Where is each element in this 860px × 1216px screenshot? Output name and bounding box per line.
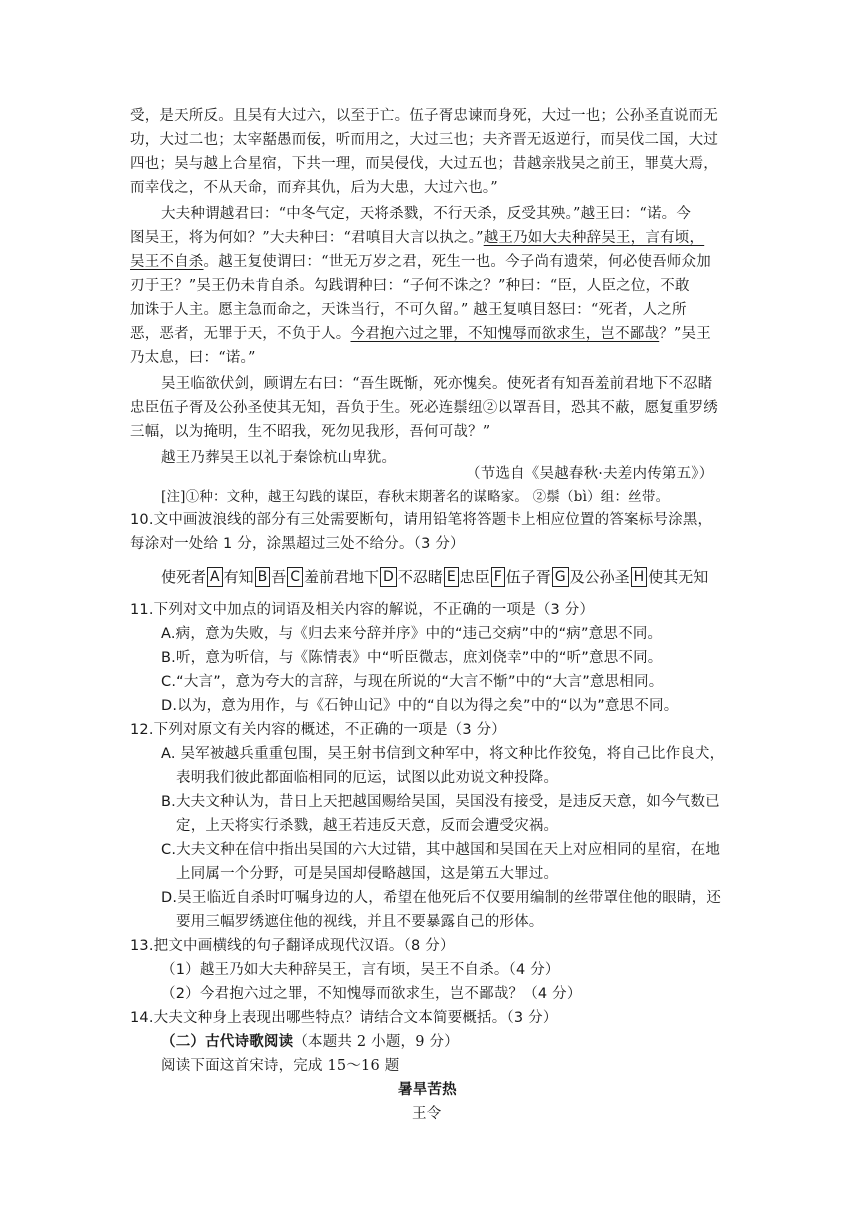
q12-option-a-cont: 表明我们彼此都面临相同的厄运，试图以此劝说文种投降。 <box>176 770 559 786</box>
q10-text: 及公孙圣 <box>569 568 630 586</box>
passage-text: 。越王复使谓曰：“世无万岁之君，死生一也。今子尚有遗荣，何必使吾师众加 <box>203 254 711 270</box>
passage-line: 乃太息，曰：“诺。” <box>130 350 256 366</box>
q11-option-a: A.病，意为失败，与《归去来兮辞并序》中的“违己交病”中的“病”意思不同。 <box>161 626 663 642</box>
q10-text: 羞前君地下 <box>304 568 380 586</box>
q10-stem: 每涂对一处给 1 分，涂黑超过三处不给分。（3 分） <box>130 536 465 552</box>
q13-stem: 13.把文中画横线的句子翻译成现代汉语。（8 分） <box>130 938 455 954</box>
q13-item-1: （1）越王乃如大夫种辞吴王，言有顷，吴王不自杀。（4 分） <box>161 962 560 978</box>
passage-line: 吴王临欲伏剑，顾谓左右曰：“吾生既惭，死亦愧矣。使死者有知吾羞前君地下不忍睹 <box>161 376 713 392</box>
q10-box-f[interactable]: F <box>491 567 505 587</box>
q10-text: 使其无知 <box>648 568 709 586</box>
passage-line: 加诛于人主。愿主急而命之，天诛当行，不可久留。” 越王复嗔目怒曰：“死者，人之所 <box>130 302 687 318</box>
q10-box-h[interactable]: H <box>631 567 648 587</box>
q10-box-c[interactable]: C <box>287 567 303 587</box>
q10-box-a[interactable]: A <box>207 567 223 587</box>
q11-stem: 11.下列对文中加点的词语及相关内容的解说，不正确的一项是（3 分） <box>130 602 595 618</box>
section-heading <box>161 1030 459 1054</box>
section-intro: 阅读下面这首宋诗，完成 15～16 题 <box>161 1058 400 1074</box>
section-note: （本题共 2 小题，9 分） <box>293 1034 459 1050</box>
q10-box-g[interactable]: G <box>552 567 569 587</box>
passage-line <box>130 226 704 250</box>
q10-text: 有知 <box>223 568 254 586</box>
section-title: （二）古代诗歌阅读 <box>161 1033 294 1050</box>
passage-line: 刃于王？”吴王仍未肯自杀。勾践谓种曰：“子何不诛之？”种曰：“臣，人臣之位，不敢 <box>130 278 690 294</box>
passage-line: 而幸伐之，不从天命，而弃其仇，后为大患，大过六也。” <box>130 180 498 196</box>
passage-line: 三幅，以为掩明，生不昭我，死勿见我形，吾何可哉？” <box>130 424 491 440</box>
passage-line: 四也；吴与越上合星宿，下共一理，而吴侵伐，大过五也；昔越亲戕吴之前王，罪莫大焉， <box>130 156 718 172</box>
passage-text: 恶，恶者，无罪于天，不负于人。 <box>130 326 351 342</box>
q10-text: 吾 <box>271 568 287 586</box>
passage-line <box>130 250 711 274</box>
q12-stem: 12.下列对原文有关内容的概述，不正确的一项是（3 分） <box>130 722 506 738</box>
passage-line: 受，是天所反。且吴有大过六，以至于亡。伍子胥忠谏而身死，大过一也；公孙圣直说而无 <box>130 108 718 124</box>
q10-box-d[interactable]: D <box>380 567 397 587</box>
q10-box-b[interactable]: B <box>255 567 271 587</box>
q12-option-d-cont: 要用三幅罗绣遮住他的视线，并且不要暴露自己的形体。 <box>176 914 544 930</box>
underlined-sentence-2: 今君抱六过之罪，不知愧辱而欲求生，岂不鄙哉 <box>350 326 660 342</box>
q11-option-d: D.以为，意为用作，与《石钟山记》中的“自以为得之矣”中的“以为”意思不同。 <box>161 698 679 714</box>
poem-author: 王令 <box>412 1106 442 1122</box>
q10-text: 不忍睹 <box>397 568 443 586</box>
passage-line: 忠臣伍子胥及公孙圣使其无知，吾负于生。死必连鬃纽②以罩吾目，恐其不蔽，愿复重罗绣 <box>130 400 718 416</box>
q12-option-c-cont: 上同属一个分野，可是吴国却侵略越国，这是第五大罪过。 <box>176 866 559 882</box>
q11-option-c: C.“大言”，意为夸大的言辞，与现在所说的“大言不惭”中的“大言”意思相同。 <box>161 674 664 690</box>
q14-stem: 14.大夫文种身上表现出哪些特点？请结合文本简要概括。（3 分） <box>130 1010 558 1026</box>
q10-box-e[interactable]: E <box>444 567 459 587</box>
underlined-sentence-1: 越王乃如大夫种辞吴王，言有顷， <box>483 230 705 246</box>
footnote: [注]①种：文种，越王勾践的谋臣，春秋末期著名的谋略家。 ②鬃（bì）组：丝带。 <box>161 489 670 505</box>
passage-line: 功，大过二也；太宰嚭愚而佞，听而用之，大过三也；夫齐晋无返逆行，而吴伐二国，大过 <box>130 132 718 148</box>
q10-text: 伍子胥 <box>505 568 551 586</box>
q13-item-2: （2）今君抱六过之罪，不知愧辱而欲求生，岂不鄙哉？（4 分） <box>161 986 582 1002</box>
q12-option-a: A. 吴军被越兵重重包围，吴王射书信到文种军中，将文种比作狡兔，将自己比作良犬， <box>161 746 725 762</box>
q12-option-b: B.大夫文种认为，昔日上天把越国赐给吴国，吴国没有接受，是违反天意，如今气数已 <box>161 794 720 810</box>
passage-line <box>130 322 711 346</box>
q10-text: 使死者 <box>161 568 207 586</box>
passage-line: 大夫种谓越君曰：“中冬气定，天将杀戮，不行天杀，反受其殃。”越王曰：“诺。今 <box>161 206 692 222</box>
q10-options <box>161 564 708 589</box>
passage-text: ？”吴王 <box>659 326 711 342</box>
underlined-sentence-1-end: 吴王不自杀 <box>130 254 204 270</box>
passage-text: 图吴王，将为何如？”大夫种曰：“君嗔目大言以执之。” <box>130 230 484 246</box>
q12-option-c: C.大夫文种在信中指出吴国的六大过错，其中越国和吴国在天上对应相同的星宿，在地 <box>161 842 721 858</box>
q10-text: 忠臣 <box>459 568 490 586</box>
q12-option-b-cont: 定，上天将实行杀戮，越王若违反天意，反而会遭受灾祸。 <box>176 818 559 834</box>
source-citation: （节选自《吴越春秋·夫差内传第五》） <box>466 466 714 482</box>
q11-option-b: B.听，意为听信，与《陈情表》中“听臣微志，庶刘侥幸”中的“听”意思不同。 <box>161 650 663 666</box>
passage-line: 越王乃葬吴王以礼于秦馀杭山卑犹。 <box>161 450 397 466</box>
q10-stem: 10.文中画波浪线的部分有三处需要断句，请用铅笔将答题卡上相应位置的答案标号涂黑， <box>130 512 713 528</box>
q12-option-d: D.吴王临近自杀时叮嘱身边的人，希望在他死后不仅要用编制的丝带罩住他的眼睛，还 <box>161 890 722 906</box>
poem-title: 暑旱苦热 <box>398 1082 457 1098</box>
